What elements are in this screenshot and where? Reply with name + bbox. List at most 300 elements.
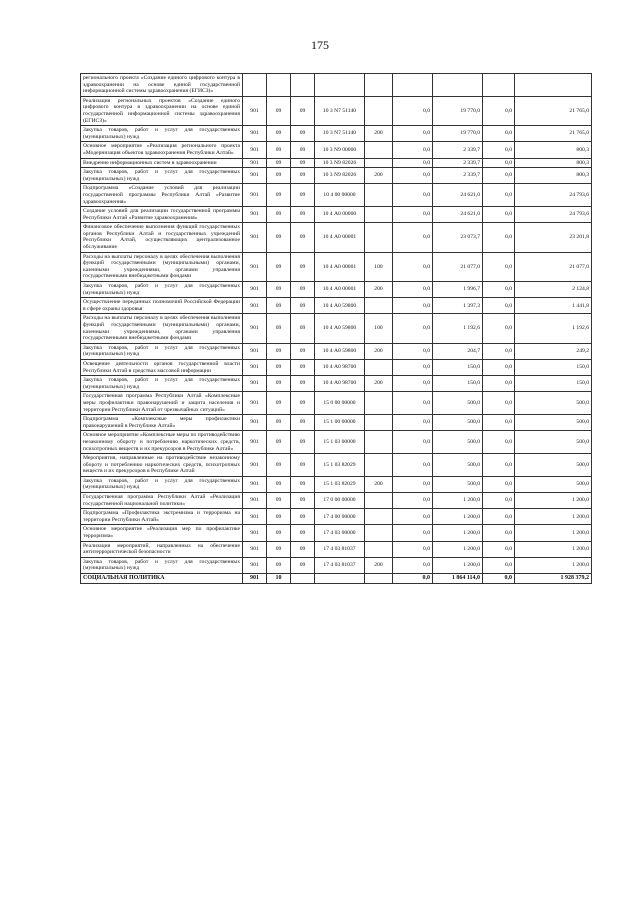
amount-2-cell: 500,0 <box>433 454 483 477</box>
amount-1-cell: 0,0 <box>393 142 433 158</box>
section-cell: 09 <box>267 525 291 541</box>
budget-code-cell: 901 <box>243 476 267 492</box>
expense-type-cell: 200 <box>365 168 393 184</box>
section-cell: 09 <box>267 343 291 359</box>
budget-code-cell: 901 <box>243 96 267 125</box>
budget-code-cell: 901 <box>243 493 267 509</box>
amount-1-cell: 0,0 <box>393 493 433 509</box>
row-name-cell: Расходы на выплаты персоналу в целях обеспечения выполнения функций государственными (муниципальными) органами, казенными учреждениями, органами управления государственными внебюджетными фондами <box>81 252 243 281</box>
expense-type-cell <box>365 493 393 509</box>
table-row <box>81 207 592 223</box>
row-name-cell: Закупка товаров, работ и услуг для государственных (муниципальных) нужд <box>81 476 243 492</box>
expense-type-cell <box>365 431 393 454</box>
amount-2-cell: 24 621,0 <box>433 207 483 223</box>
target-article-cell: 17 4 03 00000 <box>315 525 365 541</box>
row-name-cell: Государственная программа Республики Алтай «Комплексные меры профилактики правонарушений и защита населения и территории Республики Алтай от чрезвычайных ситуаций» <box>81 392 243 415</box>
total-row <box>81 574 592 584</box>
amount-3-cell: 0,0 <box>483 184 515 207</box>
row-name-cell: Основное мероприятие «Комплексные меры по противодействию незаконному обороту и потреблению наркотических средств, психотропных веществ и их прекурсоров в Республике Алтай» <box>81 431 243 454</box>
budget-code-cell: 901 <box>243 207 267 223</box>
section-cell: 09 <box>267 415 291 431</box>
row-name-cell: Закупка товаров, работ и услуг для государственных (муниципальных) нужд <box>81 557 243 573</box>
table-row <box>81 298 592 314</box>
amount-4-cell: 150,0 <box>515 359 592 375</box>
amount-1-cell: 0,0 <box>393 376 433 392</box>
amount-4-cell: 21 765,0 <box>515 126 592 142</box>
row-name-cell: Основное мероприятие «Реализация мер по профилактике терроризма» <box>81 525 243 541</box>
row-name-cell: регионального проекта «Создание единого цифрового контура в здравоохранении на основе единой государственной информационной системы здравоохранения (ЕГИСЗ)» <box>81 74 243 97</box>
expense-type-cell <box>365 509 393 525</box>
amount-1-cell: 0,0 <box>393 126 433 142</box>
section-cell: 09 <box>267 476 291 492</box>
amount-2-cell: 19 770,0 <box>433 126 483 142</box>
target-article-cell: 15 1 03 82029 <box>315 454 365 477</box>
section-cell: 09 <box>267 282 291 298</box>
amount-4-cell: 1 441,8 <box>515 298 592 314</box>
budget-code-cell: 901 <box>243 142 267 158</box>
budget-code-cell: 901 <box>243 574 267 584</box>
budget-code-cell: 901 <box>243 252 267 281</box>
amount-4-cell: 1 200,0 <box>515 557 592 573</box>
section-cell: 09 <box>267 376 291 392</box>
budget-code-cell: 901 <box>243 158 267 168</box>
section-cell: 09 <box>267 431 291 454</box>
amount-3-cell: 0,0 <box>483 392 515 415</box>
row-name-cell: Закупка товаров, работ и услуг для государственных (муниципальных) нужд <box>81 168 243 184</box>
table-row <box>81 184 592 207</box>
amount-4-cell: 1 200,0 <box>515 525 592 541</box>
amount-1-cell: 0,0 <box>393 525 433 541</box>
target-article-cell: 10 4 А0 98700 <box>315 359 365 375</box>
budget-code-cell: 901 <box>243 525 267 541</box>
target-article-cell: 10 4 А0 00001 <box>315 282 365 298</box>
amount-1-cell: 0,0 <box>393 158 433 168</box>
amount-2-cell: 500,0 <box>433 415 483 431</box>
amount-2-cell: 1 864 114,0 <box>433 574 483 584</box>
target-article-cell: 10 4 А0 00001 <box>315 252 365 281</box>
amount-2-cell: 1 200,0 <box>433 493 483 509</box>
expense-type-cell: 200 <box>365 282 393 298</box>
amount-1-cell: 0,0 <box>393 314 433 343</box>
target-article-cell: 10 4 А0 59800 <box>315 314 365 343</box>
amount-1-cell: 0,0 <box>393 96 433 125</box>
table-row <box>81 557 592 573</box>
subsection-cell: 09 <box>291 541 315 557</box>
section-cell: 09 <box>267 223 291 252</box>
amount-1-cell: 0,0 <box>393 392 433 415</box>
amount-3-cell: 0,0 <box>483 252 515 281</box>
target-article-cell: 15 1 03 00000 <box>315 431 365 454</box>
amount-2-cell: 1 200,0 <box>433 557 483 573</box>
section-cell: 09 <box>267 509 291 525</box>
amount-1-cell: 0,0 <box>393 431 433 454</box>
amount-3-cell: 0,0 <box>483 493 515 509</box>
amount-1-cell: 0,0 <box>393 282 433 298</box>
expense-type-cell <box>365 454 393 477</box>
row-name-cell: Подпрограмма «Комплексные меры профилактики правонарушений в Республике Алтай» <box>81 415 243 431</box>
amount-3-cell: 0,0 <box>483 223 515 252</box>
table-row <box>81 525 592 541</box>
row-name-cell: СОЦИАЛЬНАЯ ПОЛИТИКА <box>81 574 243 584</box>
section-cell: 09 <box>267 454 291 477</box>
section-cell: 09 <box>267 184 291 207</box>
amount-3-cell: 0,0 <box>483 343 515 359</box>
amount-3-cell <box>483 74 515 97</box>
section-cell: 09 <box>267 168 291 184</box>
amount-3-cell: 0,0 <box>483 168 515 184</box>
amount-4-cell: 24 793,6 <box>515 207 592 223</box>
subsection-cell: 09 <box>291 282 315 298</box>
section-cell: 09 <box>267 359 291 375</box>
subsection-cell: 09 <box>291 223 315 252</box>
target-article-cell: 10 4 А0 59800 <box>315 298 365 314</box>
amount-2-cell: 1 996,7 <box>433 282 483 298</box>
amount-4-cell: 24 793,6 <box>515 184 592 207</box>
target-article-cell: 10 4 А0 98700 <box>315 376 365 392</box>
amount-2-cell: 500,0 <box>433 431 483 454</box>
amount-2-cell: 21 077,0 <box>433 252 483 281</box>
amount-2-cell: 19 770,0 <box>433 96 483 125</box>
amount-1-cell: 0,0 <box>393 223 433 252</box>
amount-3-cell: 0,0 <box>483 431 515 454</box>
amount-2-cell: 204,7 <box>433 343 483 359</box>
section-cell: 09 <box>267 298 291 314</box>
expense-type-cell <box>365 207 393 223</box>
subsection-cell: 09 <box>291 431 315 454</box>
target-article-cell: 17 4 03 81037 <box>315 557 365 573</box>
budget-code-cell: 901 <box>243 454 267 477</box>
amount-3-cell: 0,0 <box>483 476 515 492</box>
amount-2-cell: 24 621,0 <box>433 184 483 207</box>
table-row <box>81 343 592 359</box>
amount-4-cell: 1 200,0 <box>515 509 592 525</box>
expense-type-cell: 200 <box>365 476 393 492</box>
expense-type-cell: 200 <box>365 343 393 359</box>
table-row <box>81 142 592 158</box>
expense-type-cell <box>365 415 393 431</box>
expense-type-cell <box>365 298 393 314</box>
budget-code-cell: 901 <box>243 431 267 454</box>
amount-4-cell: 1 200,0 <box>515 493 592 509</box>
amount-3-cell: 0,0 <box>483 282 515 298</box>
amount-4-cell: 500,0 <box>515 392 592 415</box>
budget-code-cell: 901 <box>243 557 267 573</box>
amount-1-cell: 0,0 <box>393 252 433 281</box>
table-row <box>81 168 592 184</box>
subsection-cell <box>291 74 315 97</box>
amount-1-cell: 0,0 <box>393 343 433 359</box>
target-article-cell <box>315 74 365 97</box>
target-article-cell: 10 3 N9 82026 <box>315 168 365 184</box>
expense-type-cell: 100 <box>365 252 393 281</box>
target-article-cell: 10 4 00 00000 <box>315 184 365 207</box>
amount-1-cell: 0,0 <box>393 574 433 584</box>
subsection-cell: 09 <box>291 168 315 184</box>
table-row <box>81 493 592 509</box>
amount-3-cell: 0,0 <box>483 314 515 343</box>
budget-code-cell: 901 <box>243 509 267 525</box>
expense-type-cell <box>365 158 393 168</box>
section-cell: 09 <box>267 252 291 281</box>
budget-code-cell: 901 <box>243 415 267 431</box>
subsection-cell: 09 <box>291 359 315 375</box>
table-row <box>81 392 592 415</box>
subsection-cell: 09 <box>291 314 315 343</box>
row-name-cell: Основное мероприятие «Реализация регионального проекта «Модернизация объектов здравоохранения Республики Алтай» <box>81 142 243 158</box>
budget-code-cell <box>243 74 267 97</box>
target-article-cell: 10 3 N7 51140 <box>315 96 365 125</box>
amount-3-cell: 0,0 <box>483 541 515 557</box>
expense-type-cell <box>365 525 393 541</box>
subsection-cell: 09 <box>291 376 315 392</box>
amount-4-cell: 500,0 <box>515 476 592 492</box>
target-article-cell: 17 4 00 00000 <box>315 509 365 525</box>
amount-2-cell: 500,0 <box>433 392 483 415</box>
table-row <box>81 252 592 281</box>
row-name-cell: Закупка товаров, работ и услуг для государственных (муниципальных) нужд <box>81 282 243 298</box>
amount-3-cell: 0,0 <box>483 454 515 477</box>
amount-4-cell: 21 077,0 <box>515 252 592 281</box>
table-row <box>81 314 592 343</box>
budget-code-cell: 901 <box>243 359 267 375</box>
page-number: 175 <box>311 38 329 52</box>
target-article-cell: 10 4 А0 00001 <box>315 223 365 252</box>
target-article-cell: 15 0 00 00000 <box>315 392 365 415</box>
expense-type-cell: 100 <box>365 314 393 343</box>
amount-1-cell: 0,0 <box>393 168 433 184</box>
subsection-cell: 09 <box>291 454 315 477</box>
amount-3-cell: 0,0 <box>483 96 515 125</box>
subsection-cell: 09 <box>291 509 315 525</box>
target-article-cell: 10 3 N9 00000 <box>315 142 365 158</box>
budget-code-cell: 901 <box>243 282 267 298</box>
amount-4-cell: 150,0 <box>515 376 592 392</box>
amount-4-cell: 500,0 <box>515 454 592 477</box>
table-row <box>81 541 592 557</box>
amount-3-cell: 0,0 <box>483 298 515 314</box>
amount-4-cell: 1 192,6 <box>515 314 592 343</box>
expense-type-cell: 200 <box>365 126 393 142</box>
target-article-cell: 10 4 А0 00000 <box>315 207 365 223</box>
subsection-cell: 09 <box>291 525 315 541</box>
amount-1-cell: 0,0 <box>393 476 433 492</box>
amount-4-cell: 800,3 <box>515 158 592 168</box>
amount-3-cell: 0,0 <box>483 359 515 375</box>
subsection-cell: 09 <box>291 142 315 158</box>
table-row <box>81 158 592 168</box>
section-cell: 09 <box>267 126 291 142</box>
amount-3-cell: 0,0 <box>483 574 515 584</box>
row-name-cell: Реализация мероприятий, направленных на обеспечение антитеррористической безопасности <box>81 541 243 557</box>
row-name-cell: Финансовое обеспечение выполнения функций государственных органов Республики Алтай и государственных учреждений Республики Алтай, осуществляющих централизованное обслуживание <box>81 223 243 252</box>
amount-4-cell: 800,3 <box>515 168 592 184</box>
expense-type-cell: 200 <box>365 376 393 392</box>
table-row <box>81 74 592 97</box>
expense-type-cell <box>365 142 393 158</box>
table-row <box>81 415 592 431</box>
budget-code-cell: 901 <box>243 298 267 314</box>
target-article-cell: 17 0 00 00000 <box>315 493 365 509</box>
amount-3-cell: 0,0 <box>483 415 515 431</box>
budget-code-cell: 901 <box>243 343 267 359</box>
budget-code-cell: 901 <box>243 126 267 142</box>
expense-type-cell <box>365 74 393 97</box>
table-row <box>81 223 592 252</box>
target-article-cell: 15 1 00 00000 <box>315 415 365 431</box>
amount-2-cell: 1 200,0 <box>433 509 483 525</box>
amount-2-cell: 1 200,0 <box>433 525 483 541</box>
subsection-cell: 09 <box>291 557 315 573</box>
amount-3-cell: 0,0 <box>483 207 515 223</box>
table-row <box>81 359 592 375</box>
budget-code-cell: 901 <box>243 184 267 207</box>
amount-1-cell: 0,0 <box>393 454 433 477</box>
table-row <box>81 126 592 142</box>
expense-type-cell <box>365 574 393 584</box>
target-article-cell: 10 3 N7 51140 <box>315 126 365 142</box>
amount-3-cell: 0,0 <box>483 158 515 168</box>
subsection-cell <box>291 574 315 584</box>
expense-type-cell <box>365 223 393 252</box>
amount-2-cell: 150,0 <box>433 376 483 392</box>
amount-2-cell: 1 192,6 <box>433 314 483 343</box>
target-article-cell: 10 3 N9 82026 <box>315 158 365 168</box>
budget-code-cell: 901 <box>243 314 267 343</box>
row-name-cell: Мероприятия, направленные на противодействие незаконному обороту и потреблению наркотических средств, психотропных веществ и их прекурсоров в Республике Алтай <box>81 454 243 477</box>
amount-4-cell: 21 765,0 <box>515 96 592 125</box>
amount-4-cell: 500,0 <box>515 415 592 431</box>
table-row <box>81 96 592 125</box>
expense-type-cell <box>365 392 393 415</box>
amount-4-cell: 1 928 379,2 <box>515 574 592 584</box>
section-cell: 09 <box>267 158 291 168</box>
amount-3-cell: 0,0 <box>483 525 515 541</box>
table-row <box>81 476 592 492</box>
row-name-cell: Создание условий для реализации государственной программы Республики Алтай «Развитие здравоохранения» <box>81 207 243 223</box>
amount-2-cell: 1 397,3 <box>433 298 483 314</box>
amount-3-cell: 0,0 <box>483 126 515 142</box>
row-name-cell: Закупка товаров, работ и услуг для государственных (муниципальных) нужд <box>81 376 243 392</box>
amount-4-cell: 800,3 <box>515 142 592 158</box>
amount-3-cell: 0,0 <box>483 557 515 573</box>
section-cell <box>267 74 291 97</box>
expense-type-cell <box>365 359 393 375</box>
amount-2-cell: 2 339,7 <box>433 168 483 184</box>
amount-2-cell: 500,0 <box>433 476 483 492</box>
budget-code-cell: 901 <box>243 376 267 392</box>
amount-4-cell: 500,0 <box>515 431 592 454</box>
expense-type-cell <box>365 96 393 125</box>
section-cell: 09 <box>267 493 291 509</box>
target-article-cell: 17 4 03 81037 <box>315 541 365 557</box>
section-cell: 10 <box>267 574 291 584</box>
table-body <box>81 74 592 584</box>
amount-1-cell: 0,0 <box>393 207 433 223</box>
subsection-cell: 09 <box>291 126 315 142</box>
amount-2-cell: 23 073,7 <box>433 223 483 252</box>
expense-type-cell <box>365 184 393 207</box>
amount-2-cell: 1 200,0 <box>433 541 483 557</box>
amount-1-cell <box>393 74 433 97</box>
section-cell: 09 <box>267 96 291 125</box>
amount-1-cell: 0,0 <box>393 509 433 525</box>
amount-2-cell: 2 339,7 <box>433 142 483 158</box>
row-name-cell: Расходы на выплаты персоналу в целях обеспечения выполнения функций государственными (муниципальными) органами, казенными учреждениями, органами управления государственными внебюджетными фондами <box>81 314 243 343</box>
table-row <box>81 509 592 525</box>
target-article-cell <box>315 574 365 584</box>
subsection-cell: 09 <box>291 415 315 431</box>
amount-3-cell: 0,0 <box>483 142 515 158</box>
table-row <box>81 376 592 392</box>
amount-1-cell: 0,0 <box>393 298 433 314</box>
budget-code-cell: 901 <box>243 223 267 252</box>
section-cell: 09 <box>267 541 291 557</box>
amount-1-cell: 0,0 <box>393 541 433 557</box>
row-name-cell: Освещение деятельности органов государственной власти Республики Алтай в средствах массовой информации <box>81 359 243 375</box>
row-name-cell: Государственная программа Республики Алтай «Реализация государственной национальной политики» <box>81 493 243 509</box>
section-cell: 09 <box>267 314 291 343</box>
row-name-cell: Внедрение информационных систем в здравоохранении <box>81 158 243 168</box>
subsection-cell: 09 <box>291 252 315 281</box>
subsection-cell: 09 <box>291 207 315 223</box>
budget-code-cell: 901 <box>243 541 267 557</box>
expense-type-cell: 200 <box>365 557 393 573</box>
table-row <box>81 431 592 454</box>
amount-1-cell: 0,0 <box>393 557 433 573</box>
amount-4-cell <box>515 74 592 97</box>
expense-type-cell <box>365 541 393 557</box>
amount-2-cell <box>433 74 483 97</box>
target-article-cell: 15 1 03 82029 <box>315 476 365 492</box>
row-name-cell: Закупка товаров, работ и услуг для государственных (муниципальных) нужд <box>81 343 243 359</box>
row-name-cell: Закупка товаров, работ и услуг для государственных (муниципальных) нужд <box>81 126 243 142</box>
amount-1-cell: 0,0 <box>393 359 433 375</box>
subsection-cell: 09 <box>291 343 315 359</box>
amount-4-cell: 23 201,8 <box>515 223 592 252</box>
section-cell: 09 <box>267 557 291 573</box>
subsection-cell: 09 <box>291 392 315 415</box>
budget-code-cell: 901 <box>243 168 267 184</box>
subsection-cell: 09 <box>291 158 315 168</box>
table-row <box>81 282 592 298</box>
amount-2-cell: 150,0 <box>433 359 483 375</box>
row-name-cell: Подпрограмма «Профилактика экстремизма и терроризма на территории Республики Алтай» <box>81 509 243 525</box>
amount-4-cell: 249,2 <box>515 343 592 359</box>
amount-3-cell: 0,0 <box>483 376 515 392</box>
amount-4-cell: 2 124,8 <box>515 282 592 298</box>
budget-code-cell: 901 <box>243 392 267 415</box>
section-cell: 09 <box>267 142 291 158</box>
amount-3-cell: 0,0 <box>483 509 515 525</box>
amount-1-cell: 0,0 <box>393 415 433 431</box>
subsection-cell: 09 <box>291 493 315 509</box>
subsection-cell: 09 <box>291 476 315 492</box>
subsection-cell: 09 <box>291 298 315 314</box>
amount-4-cell: 1 200,0 <box>515 541 592 557</box>
subsection-cell: 09 <box>291 184 315 207</box>
subsection-cell: 09 <box>291 96 315 125</box>
section-cell: 09 <box>267 392 291 415</box>
row-name-cell: Подпрограмма «Создание условий для реализации государственной программы Республики Алтай «Развитие здравоохранения» <box>81 184 243 207</box>
row-name-cell: Реализация региональных проектов «Создание единого цифрового контура в здравоохранении на основе единой государственной информационной системы здравоохранения (ЕГИСЗ)» <box>81 96 243 125</box>
amount-1-cell: 0,0 <box>393 184 433 207</box>
row-name-cell: Осуществление переданных полномочий Российской Федерации в сфере охраны здоровья <box>81 298 243 314</box>
section-cell: 09 <box>267 207 291 223</box>
amount-2-cell: 2 339,7 <box>433 158 483 168</box>
budget-table <box>80 73 592 584</box>
target-article-cell: 10 4 А0 59800 <box>315 343 365 359</box>
table-row <box>81 454 592 477</box>
